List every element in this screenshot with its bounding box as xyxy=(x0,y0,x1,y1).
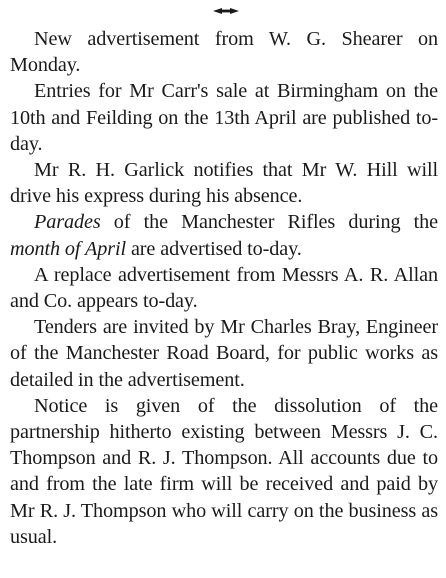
notice-manchester-rifles-parades xyxy=(10,209,438,261)
parades-end-text: are advertised to-day. xyxy=(126,237,302,260)
month-of-april-italic: month of April xyxy=(10,237,126,260)
local-notices-column xyxy=(10,26,438,550)
notice-bray-tenders: Tenders are invited by Mr Charles Bray, Engineer of the Manchester Road Board, for public works as detailed in the advertisement. xyxy=(10,316,438,391)
parades-mid-text: of the Manchester Rifles during the xyxy=(100,211,438,234)
parades-italic-word: Parades xyxy=(34,211,101,234)
notice-shearer-advertisement: New advertisement from W. G. Shearer on Monday. xyxy=(10,28,438,77)
notice-allan-replace-advertisement: A replace advertisement from Messrs A. R. Allan and Co. appears to-day. xyxy=(10,263,438,313)
notice-thompson-dissolution: Notice is given of the dissolution of the partnership hitherto existing between Messrs J. C. Thompson and R. J. Thompson. All accounts due to and from the late firm will be received and paid by Mr R. J. Thompson who will carry on the business as usual. xyxy=(10,394,438,548)
double-arrow-dash-ornament-icon xyxy=(213,6,239,16)
notice-carr-sale-entries: Entries for Mr Carr's sale at Birmingham on the 10th and Feilding on the 13th April are published to-day. xyxy=(10,80,438,155)
notice-garlick-express: Mr R. H. Garlick notifies that Mr W. Hill will drive his express during his absence. xyxy=(10,159,438,208)
